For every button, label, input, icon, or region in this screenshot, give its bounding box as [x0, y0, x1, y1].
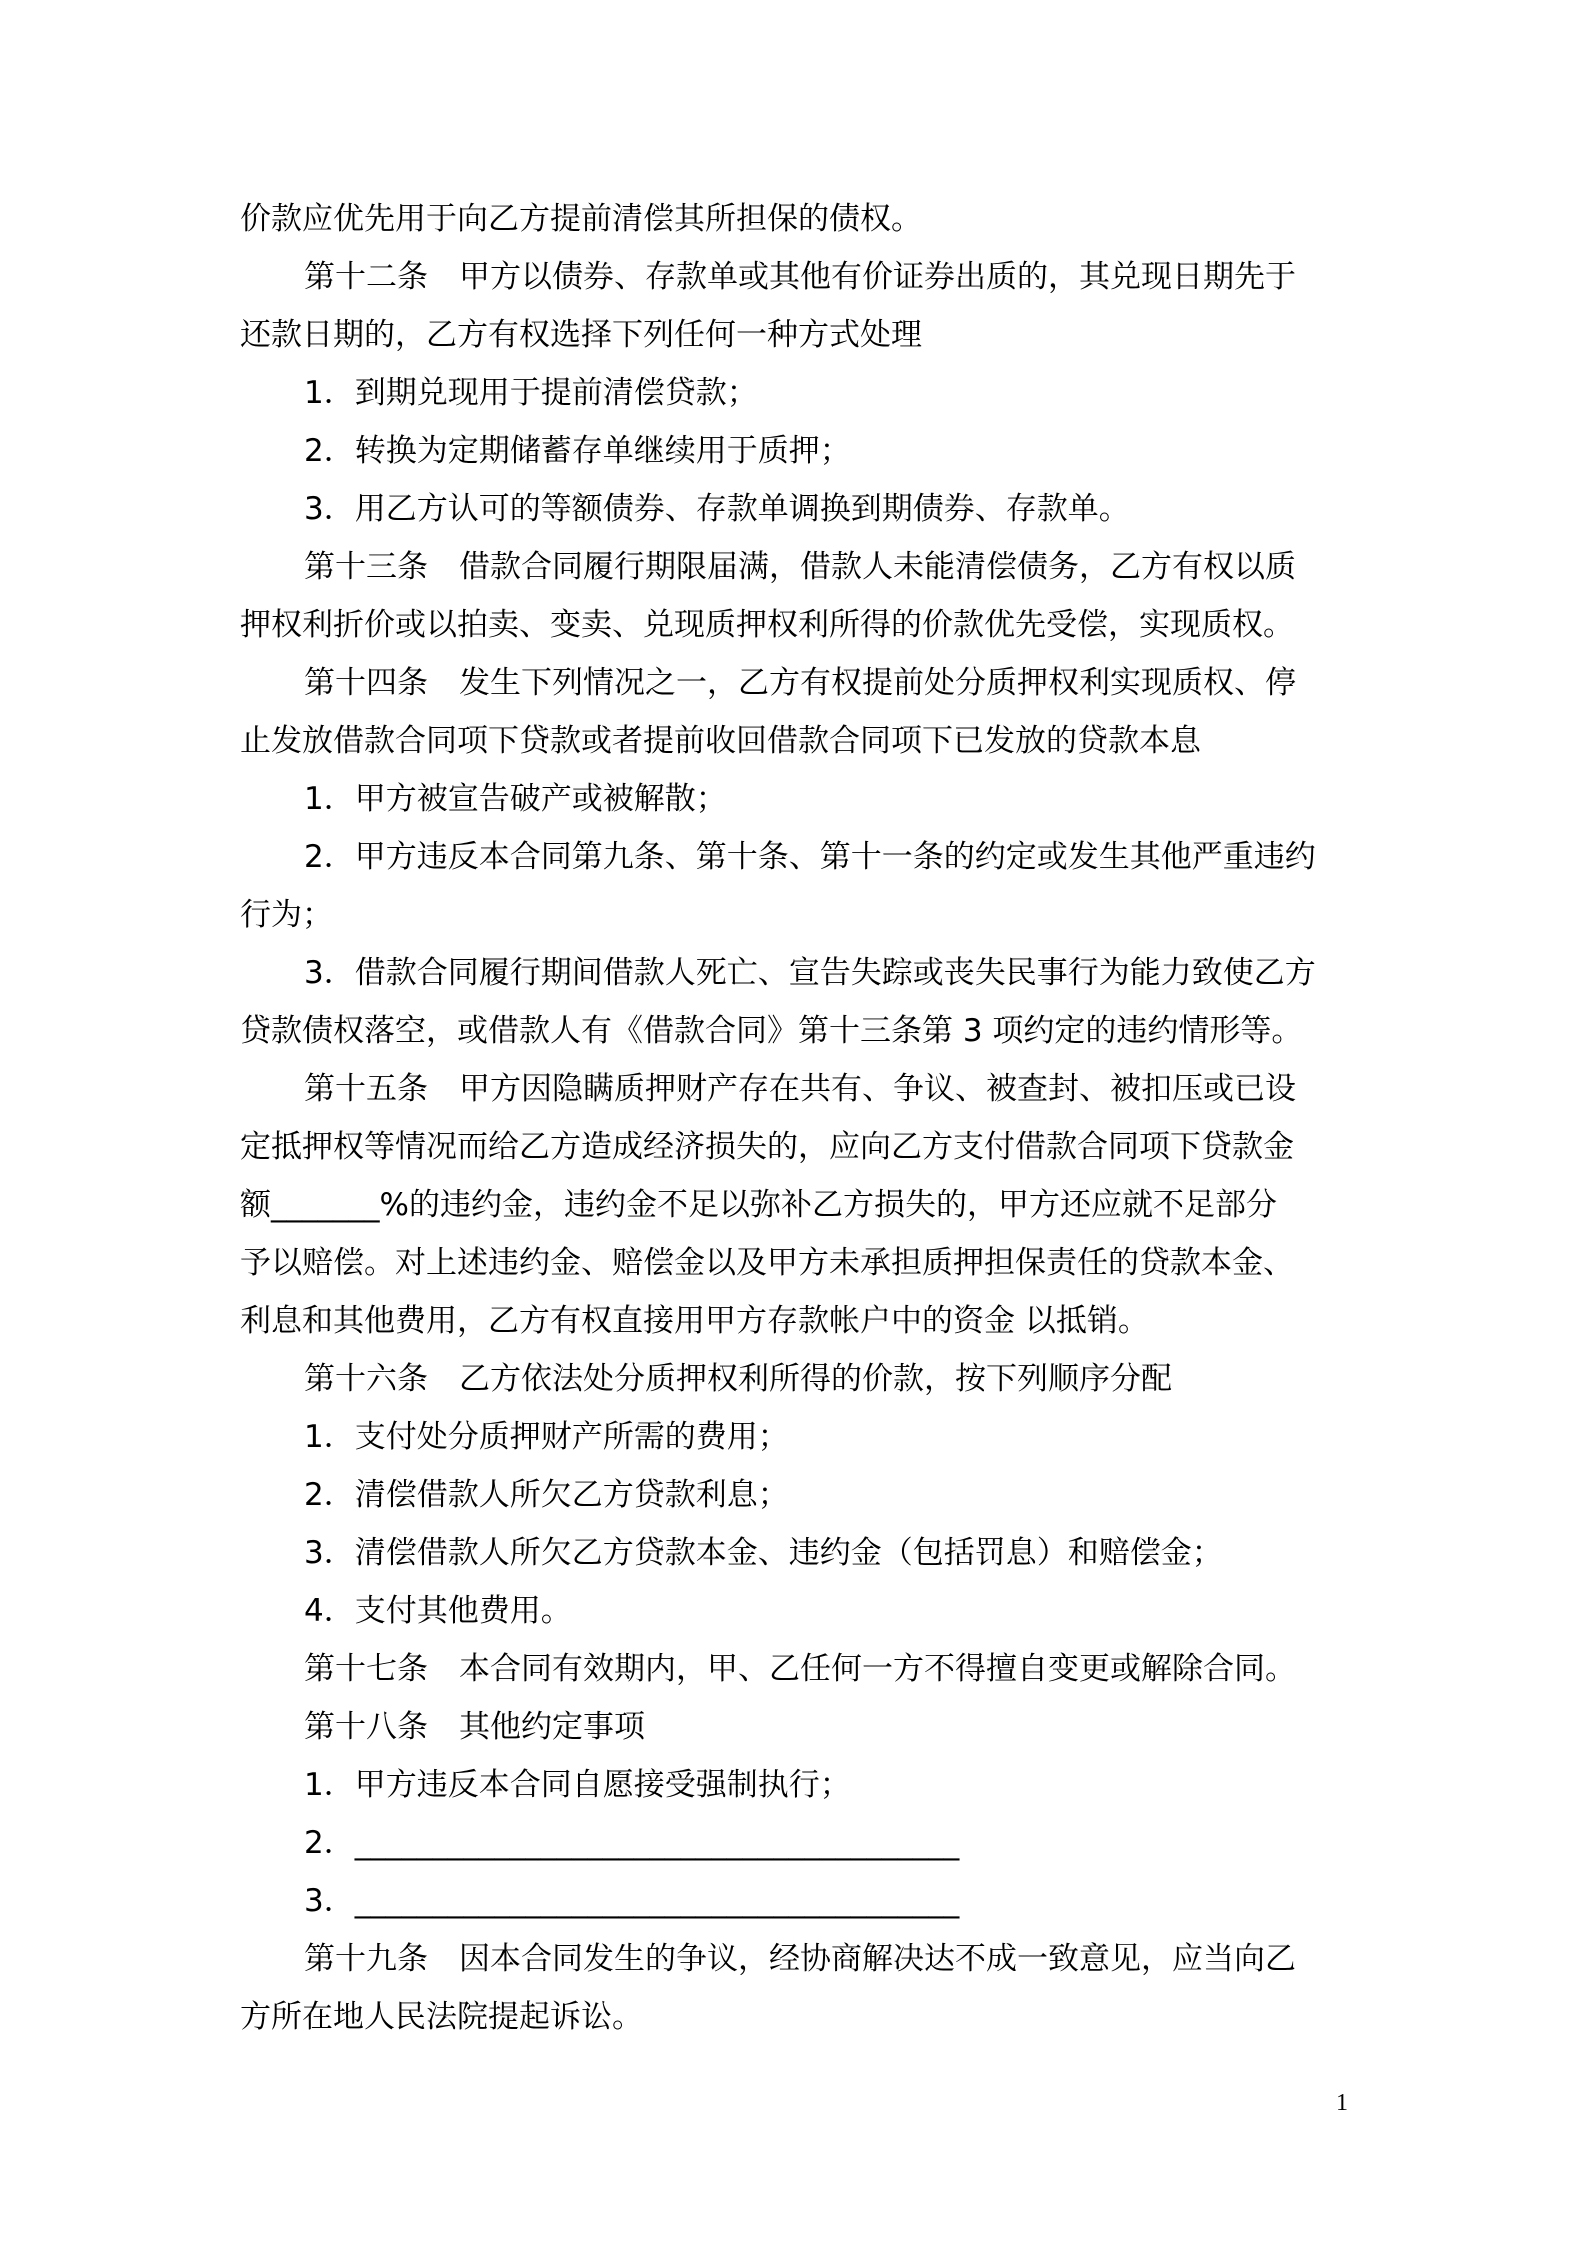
text-line: 还款日期的，乙方有权选择下列任何一种方式处理 — [240, 317, 922, 353]
document-body — [240, 190, 1350, 2046]
text-line: 额_______%的违约金，违约金不足以弥补乙方损失的，甲方还应就不足部分 — [240, 1187, 1277, 1223]
page-number: 1 — [1336, 2090, 1348, 2116]
list-item: 1．甲方违反本合同自愿接受强制执行； — [304, 1767, 851, 1803]
list-item: 2．转换为定期储蓄存单继续用于质押； — [304, 433, 851, 469]
text-line: 贷款债权落空，或借款人有《借款合同》第十三条第 3 项约定的违约情形等。 — [240, 1013, 1303, 1049]
article-14-heading-line: 第十四条 发生下列情况之一，乙方有权提前处分质押权利实现质权、停 — [304, 665, 1296, 701]
list-item: 1．甲方被宣告破产或被解散； — [304, 781, 727, 817]
article-12-heading-line: 第十二条 甲方以债券、存款单或其他有价证券出质的，其兑现日期先于 — [304, 259, 1296, 295]
article-16-heading-line: 第十六条 乙方依法处分质押权利所得的价款，按下列顺序分配 — [304, 1361, 1172, 1397]
list-item-blank: 3．_______________________________________ — [304, 1883, 960, 1919]
article-13-heading-line: 第十三条 借款合同履行期限届满，借款人未能清偿债务，乙方有权以质 — [304, 549, 1296, 585]
text-line: 定抵押权等情况而给乙方造成经济损失的，应向乙方支付借款合同项下贷款金 — [240, 1129, 1294, 1165]
list-item: 1．到期兑现用于提前清偿贷款； — [304, 375, 758, 411]
list-item-blank: 2．_______________________________________ — [304, 1825, 960, 1861]
list-item: 3．借款合同履行期间借款人死亡、宣告失踪或丧失民事行为能力致使乙方 — [304, 955, 1316, 991]
text-line: 价款应优先用于向乙方提前清偿其所担保的债权。 — [240, 201, 922, 237]
text-line: 止发放借款合同项下贷款或者提前收回借款合同项下已发放的贷款本息 — [240, 723, 1201, 759]
list-item: 3．清偿借款人所欠乙方贷款本金、违约金（包括罚息）和赔偿金； — [304, 1535, 1223, 1571]
article-17-heading-line: 第十七条 本合同有效期内，甲、乙任何一方不得擅自变更或解除合同。 — [304, 1651, 1296, 1687]
list-item: 2．甲方违反本合同第九条、第十条、第十一条的约定或发生其他严重违约 — [304, 839, 1316, 875]
article-15-heading-line: 第十五条 甲方因隐瞒质押财产存在共有、争议、被查封、被扣压或已设 — [304, 1071, 1296, 1107]
text-line: 方所在地人民法院提起诉讼。 — [240, 1999, 643, 2035]
list-item: 1．支付处分质押财产所需的费用； — [304, 1419, 789, 1455]
list-item: 3．用乙方认可的等额债券、存款单调换到期债券、存款单。 — [304, 491, 1130, 527]
article-19-heading-line: 第十九条 因本合同发生的争议，经协商解决达不成一致意见，应当向乙 — [304, 1941, 1296, 1977]
list-item: 2．清偿借款人所欠乙方贷款利息； — [304, 1477, 789, 1513]
text-line: 押权利折价或以拍卖、变卖、兑现质押权利所得的价款优先受偿，实现质权。 — [240, 607, 1294, 643]
text-line: 利息和其他费用，乙方有权直接用甲方存款帐户中的资金 以抵销。 — [240, 1303, 1149, 1339]
article-18-heading-line: 第十八条 其他约定事项 — [304, 1709, 645, 1745]
text-line: 予以赔偿。对上述违约金、赔偿金以及甲方未承担质押担保责任的贷款本金、 — [240, 1245, 1294, 1281]
list-item: 4．支付其他费用。 — [304, 1593, 572, 1629]
text-line: 行为； — [240, 897, 333, 933]
